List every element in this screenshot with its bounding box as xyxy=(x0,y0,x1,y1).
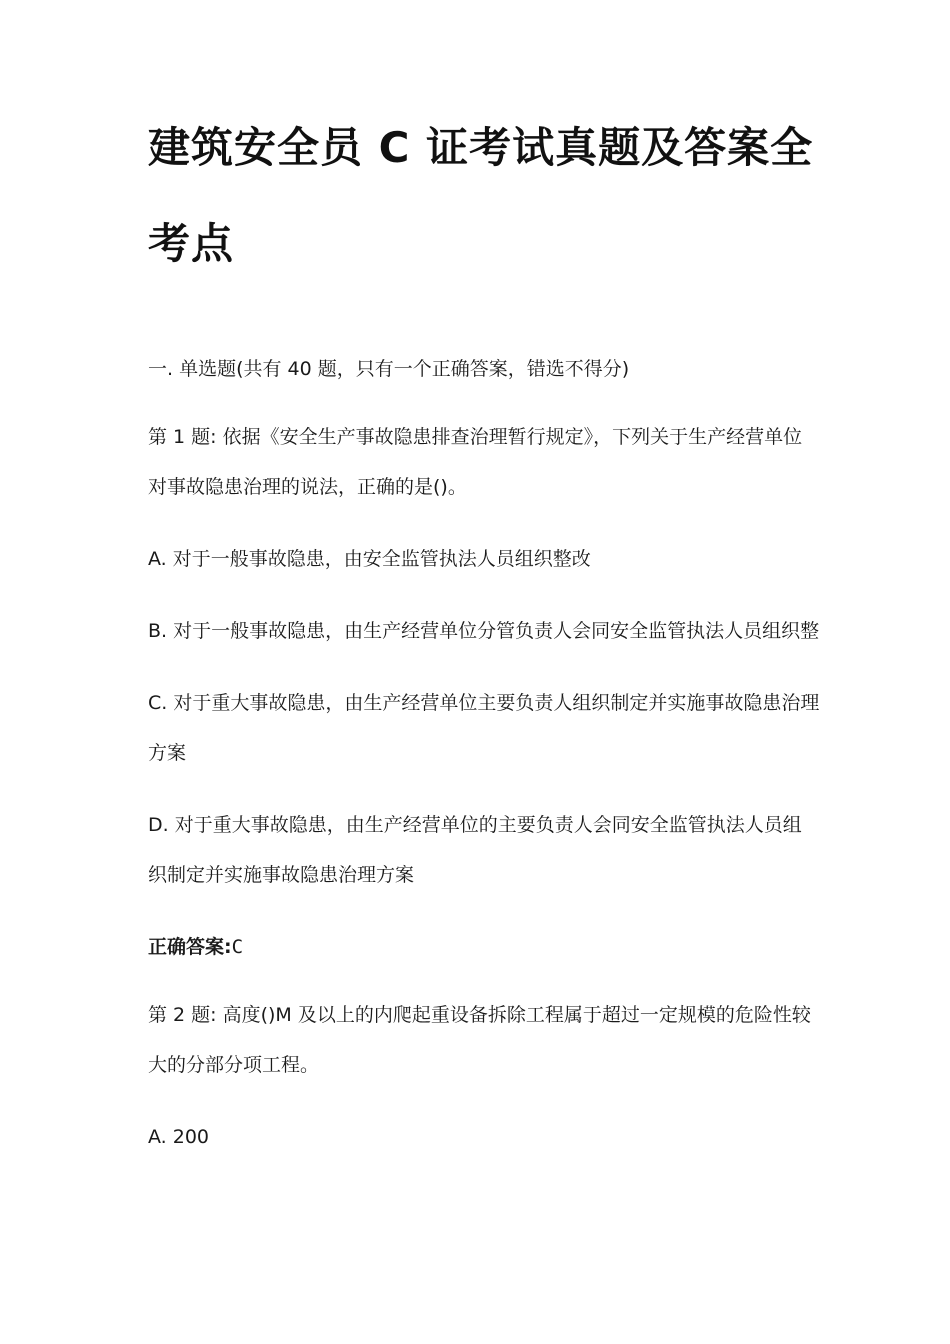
document-title-line1: 建筑安全员 C 证考试真题及答案全 xyxy=(148,123,814,172)
answer-value: C xyxy=(231,936,244,958)
question-2-option-a: A. 200 xyxy=(148,1126,210,1148)
answer-label: 正确答案: xyxy=(148,936,232,958)
question-2-text: 第 2 题: 高度()M 及以上的内爬起重设备拆除工程属于超过一定规模的危险性较大的分部分项工程。 xyxy=(148,1004,811,1076)
document-page xyxy=(148,0,820,1162)
question-1-answer xyxy=(148,922,820,972)
question-1-option-c: C. 对于重大事故隐患，由生产经营单位主要负责人组织制定并实施事故隐患治理方案 xyxy=(148,692,820,764)
section-heading: 一. 单选题(共有 40 题，只有一个正确答案，错选不得分) xyxy=(148,358,630,380)
document-title xyxy=(148,0,820,292)
question-1-option-b: B. 对于一般事故隐患，由生产经营单位分管负责人会同安全监管执法人员组织整 xyxy=(148,620,820,642)
question-1-option-d: D. 对于重大事故隐患，由生产经营单位的主要负责人会同安全监管执法人员组织制定并实施事故隐患治理方案 xyxy=(148,814,802,886)
document-title-line2: 考点 xyxy=(148,219,235,268)
question-1-option-a: A. 对于一般事故隐患，由安全监管执法人员组织整改 xyxy=(148,548,591,570)
question-1-text: 第 1 题: 依据《安全生产事故隐患排查治理暂行规定》，下列关于生产经营单位对事故隐患治理的说法，正确的是()。 xyxy=(148,426,803,498)
